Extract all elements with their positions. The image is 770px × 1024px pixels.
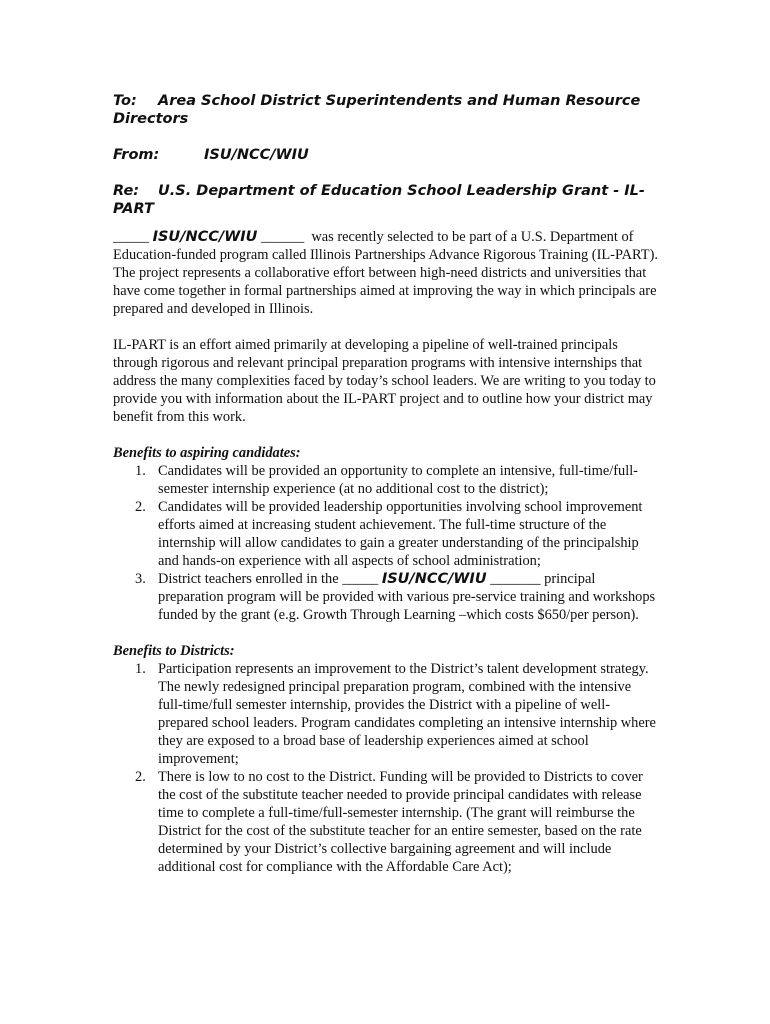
districts-list xyxy=(113,660,658,876)
list-item-pre: District teachers enrolled in the _____ xyxy=(158,571,379,587)
list-item-org: ISU/NCC/WIU xyxy=(381,571,487,587)
list-item-number: 1. xyxy=(135,463,146,479)
intro-paragraph xyxy=(113,228,658,318)
list-item-number: 1. xyxy=(135,661,146,677)
list-item-number: 2. xyxy=(135,499,146,515)
list-item-text: Candidates will be provided an opportunity to complete an intensive, full-time/full-semester internship experience (at no additional cost to the district); xyxy=(158,463,638,497)
memo-from-line xyxy=(113,146,658,164)
memo-to-value: Area School District Superintendents and Human Resource Directors xyxy=(113,93,641,127)
list-item-number: 2. xyxy=(135,769,146,785)
districts-heading: Benefits to Districts: xyxy=(113,643,235,659)
list-item xyxy=(113,498,658,570)
intro-blank-before: _____ xyxy=(113,229,149,245)
list-item-number: 3. xyxy=(135,571,146,587)
list-item-post: _______ principal preparation program will be provided with various pre-service training and workshops funded by the grant (e.g. Growth Through Learning –which costs $650/per person). xyxy=(158,571,656,623)
memo-re-line xyxy=(113,182,658,218)
overview-paragraph: IL-PART is an effort aimed primarily at developing a pipeline of well-trained principals through rigorous and relevant principal preparation programs with intensive internships that address the many complexities faced by today’s school leaders. We are writing to you today to provide you with information about the IL-PART project and to outline how your district may benefit from this work. xyxy=(113,337,656,425)
list-item-text: Candidates will be provided leadership opportunities involving school improvement efforts aimed at increasing student achievement. The full-time structure of the internship will allow candidates to gain a greater understanding of the principalship and hands-on experience with all aspects of school administration; xyxy=(158,499,643,569)
memo-to-label: To: xyxy=(113,93,137,109)
memo-to-line xyxy=(113,92,658,128)
list-item xyxy=(113,768,658,876)
candidates-list xyxy=(113,462,658,624)
intro-blank-after: ______ xyxy=(261,229,305,245)
memo-page xyxy=(113,92,658,894)
list-item-text: Participation represents an improvement to the District’s talent development strategy. The newly redesigned principal preparation program, combined with the intensive full-time/full semester internship, provides the District with a pipeline of well-prepared school leaders. Program candidates completing an intensive internship where they are exposed to a broad base of leadership experiences aimed at school improvement; xyxy=(158,661,656,767)
memo-from-label: From: xyxy=(113,147,160,163)
memo-re-label: Re: xyxy=(113,183,140,199)
memo-from-value: ISU/NCC/WIU xyxy=(204,147,309,163)
intro-text: was recently selected to be part of a U.S. Department of Education-funded program called Illinois Partnerships Advance Rigorous Training (IL-PART). The project represents a collaborative effort between high-need districts and universities that have come together in formal partnerships aimed at improving the way in which principals are prepared and developed in Illinois. xyxy=(113,229,658,317)
candidates-heading: Benefits to aspiring candidates: xyxy=(113,445,301,461)
intro-org: ISU/NCC/WIU xyxy=(152,229,258,245)
list-item xyxy=(113,660,658,768)
list-item-text: There is low to no cost to the District. Funding will be provided to Districts to cover the cost of the substitute teacher needed to provide principal candidates with release time to complete a full-time/full-semester internship. (The grant will reimburse the District for the cost of the substitute teacher for an entire semester, based on the rate determined by your District’s collective bargaining agreement and will include additional cost for compliance with the Affordable Care Act); xyxy=(158,769,643,875)
memo-re-value: U.S. Department of Education School Leadership Grant - IL-PART xyxy=(113,183,645,217)
list-item xyxy=(113,462,658,498)
list-item xyxy=(113,570,658,624)
